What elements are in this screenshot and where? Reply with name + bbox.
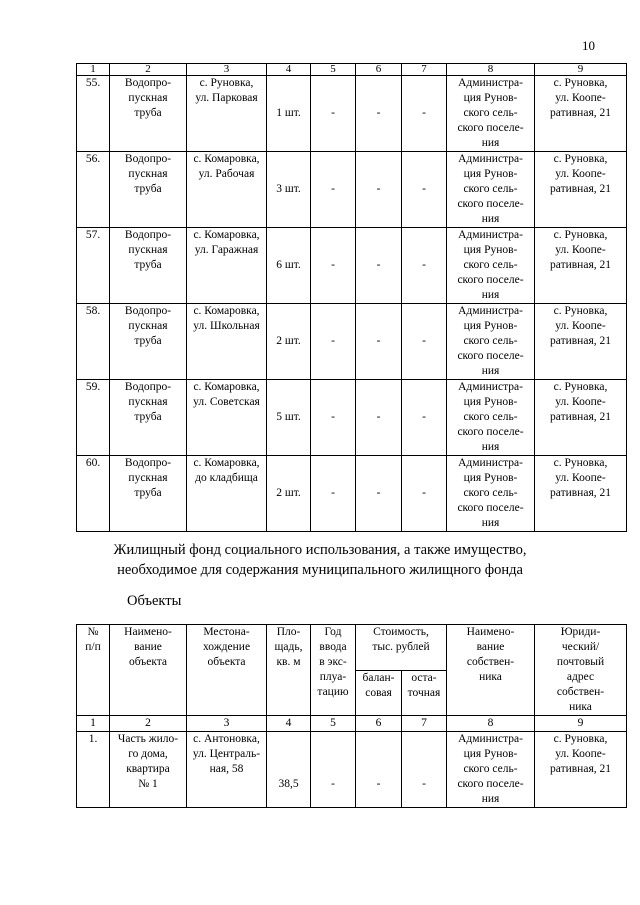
column-numbers-row [77,64,627,76]
object-name: Водопро- пускная труба [110,76,187,152]
object-quantity: 5 шт. [267,380,311,456]
object-quantity: 2 шт. [267,456,311,532]
table-row [77,304,627,380]
col-number: 7 [402,716,447,732]
owner-name: Администра- ция Рунов- ского сель- ского поселе- ния [447,228,535,304]
header-name: Наимено- вание объекта [110,625,187,716]
col-number: 4 [267,716,311,732]
object-quantity: 2 шт. [267,304,311,380]
header-address: Юриди- ческий/ почтовый адрес собствен- ника [535,625,627,716]
table-row [77,380,627,456]
residual-cost-value: - [402,732,447,808]
owner-address: с. Руновка, ул. Коопе- ративная, 21 [535,380,627,456]
object-name: Водопро- пускная труба [110,304,187,380]
object-location: с. Комаровка, ул. Гаражная [187,228,267,304]
owner-name: Администра- ция Рунов- ского сель- ского поселе- ния [447,152,535,228]
residual-cost-value: - [402,456,447,532]
col-number: 2 [110,716,187,732]
col-number: 5 [311,64,356,76]
owner-address: с. Руновка, ул. Коопе- ративная, 21 [535,228,627,304]
object-name: Водопро- пускная труба [110,456,187,532]
balance-cost-value: - [356,228,402,304]
col-number: 8 [447,64,535,76]
col-number: 9 [535,716,627,732]
header-area: Пло- щадь, кв. м [267,625,311,716]
header-row [77,625,627,671]
col-number: 4 [267,64,311,76]
col-number: 1 [77,716,110,732]
housing-objects-table [76,624,627,808]
object-location: с. Комаровка, ул. Школьная [187,304,267,380]
col-number: 6 [356,716,402,732]
object-location: с. Комаровка, до кладбища [187,456,267,532]
year-value: - [311,304,356,380]
table-row [77,456,627,532]
owner-address: с. Руновка, ул. Коопе- ративная, 21 [535,152,627,228]
table-row [77,152,627,228]
residual-cost-value: - [402,152,447,228]
page-number: 10 [582,38,595,53]
row-number: 56. [77,152,110,228]
object-location: с. Руновка, ул. Парковая [187,76,267,152]
owner-address: с. Руновка, ул. Коопе- ративная, 21 [535,456,627,532]
col-number: 6 [356,64,402,76]
year-value: - [311,380,356,456]
year-value: - [311,456,356,532]
subheading-objects: Объекты [127,593,182,609]
col-number: 8 [447,716,535,732]
row-number: 1. [77,732,110,808]
header-num: № п/п [77,625,110,716]
row-number: 58. [77,304,110,380]
object-quantity: 1 шт. [267,76,311,152]
col-number: 3 [187,64,267,76]
table-row [77,228,627,304]
owner-name: Администра- ция Рунов- ского сель- ского поселе- ния [447,304,535,380]
col-number: 1 [77,64,110,76]
col-number: 7 [402,64,447,76]
row-number: 55. [77,76,110,152]
owner-name: Администра- ция Рунов- ского сель- ского поселе- ния [447,456,535,532]
year-value: - [311,732,356,808]
header-year: Год ввода в экс- плуа- тацию [311,625,356,716]
column-numbers-row [77,716,627,732]
owner-address: с. Руновка, ул. Коопе- ративная, 21 [535,732,627,808]
section-heading-line1: Жилищный фонд социального использования, а также имущество, [113,542,527,558]
object-name: Часть жило- го дома, квартира № 1 [110,732,187,808]
header-location: Местона- хождение объекта [187,625,267,716]
object-location: с. Антоновка, ул. Централь- ная, 58 [187,732,267,808]
owner-address: с. Руновка, ул. Коопе- ративная, 21 [535,304,627,380]
residual-cost-value: - [402,380,447,456]
object-location: с. Комаровка, ул. Рабочая [187,152,267,228]
owner-name: Администра- ция Рунов- ского сель- ского поселе- ния [447,380,535,456]
header-cost-balance: балан- совая [356,670,402,716]
residual-cost-value: - [402,76,447,152]
culverts-table [76,63,627,532]
object-quantity: 3 шт. [267,152,311,228]
balance-cost-value: - [356,152,402,228]
object-location: с. Комаровка, ул. Советская [187,380,267,456]
table-row [77,732,627,808]
table-row [77,76,627,152]
object-quantity: 6 шт. [267,228,311,304]
header-owner: Наимено- вание собствен- ника [447,625,535,716]
object-name: Водопро- пускная труба [110,152,187,228]
balance-cost-value: - [356,732,402,808]
col-number: 2 [110,64,187,76]
col-number: 5 [311,716,356,732]
balance-cost-value: - [356,456,402,532]
section-heading-line2: необходимое для содержания муниципального жилищного фонда [117,562,523,578]
residual-cost-value: - [402,304,447,380]
balance-cost-value: - [356,76,402,152]
year-value: - [311,228,356,304]
object-area: 38,5 [267,732,311,808]
balance-cost-value: - [356,304,402,380]
header-cost: Стоимость, тыс. рублей [356,625,447,671]
col-number: 9 [535,64,627,76]
header-cost-residual: оста- точная [402,670,447,716]
residual-cost-value: - [402,228,447,304]
owner-name: Администра- ция Рунов- ского сель- ского поселе- ния [447,732,535,808]
owner-name: Администра- ция Рунов- ского сель- ского поселе- ния [447,76,535,152]
object-name: Водопро- пускная труба [110,228,187,304]
row-number: 57. [77,228,110,304]
row-number: 59. [77,380,110,456]
year-value: - [311,152,356,228]
owner-address: с. Руновка, ул. Коопе- ративная, 21 [535,76,627,152]
balance-cost-value: - [356,380,402,456]
year-value: - [311,76,356,152]
row-number: 60. [77,456,110,532]
col-number: 3 [187,716,267,732]
object-name: Водопро- пускная труба [110,380,187,456]
